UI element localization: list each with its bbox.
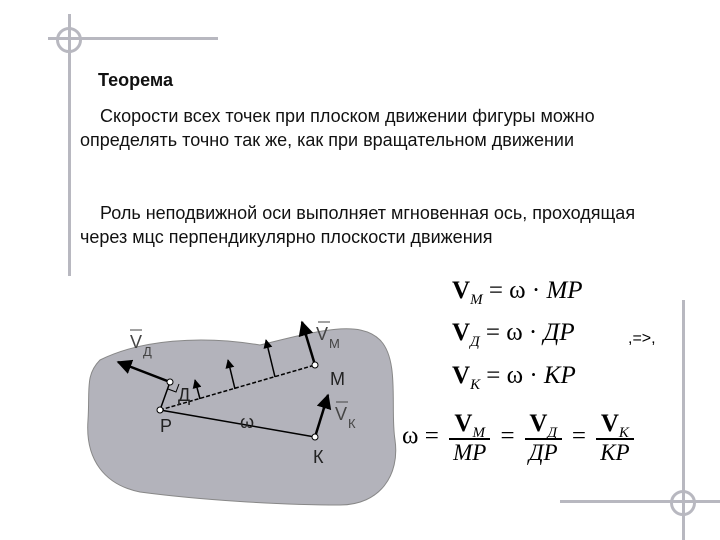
label-vd-sub: Д: [143, 344, 152, 359]
formula-vk: $V_К = \omega$ · КР: [452, 362, 576, 393]
theorem-title: Теорема: [98, 70, 173, 90]
decor-circle-top: [56, 27, 82, 53]
point-k: [312, 434, 318, 440]
decor-horizontal-line-bottom: [560, 500, 720, 503]
label-omega: ω: [240, 412, 255, 432]
label-m: М: [330, 369, 345, 389]
fraction-d: $\frac{V_Д}{ДР}$: [525, 410, 562, 466]
decor-circle-bottom: [670, 490, 696, 516]
label-d: Д: [178, 385, 191, 405]
plane-figure-diagram: [80, 300, 410, 510]
formula-implies: ,=>,: [628, 330, 656, 347]
fraction-m: $\frac{V_М}{МР}$: [449, 410, 490, 466]
label-vk-v: V: [335, 404, 348, 424]
formula-omega: ω = $\frac{V_М}{МР}$ = $\frac{V_Д}{ДР}$ = $\frac{V_К}{КР}$: [402, 410, 638, 466]
point-d: [167, 379, 173, 385]
theorem-paragraph-2: Роль неподвижной оси выполняет мгновенная ось, проходящая через мцс перпендикулярно плоскости движения: [80, 203, 636, 247]
label-vk-sub: К: [348, 416, 356, 431]
label-k: К: [313, 447, 324, 467]
decor-vertical-line-top: [68, 14, 71, 276]
theorem-paragraph-1: Скорости всех точек при плоском движении фигуры можно определять точно так же, как при вращательном движении: [80, 106, 595, 150]
label-vm-sub: М: [329, 336, 340, 351]
point-m: [312, 362, 318, 368]
formula-vm: $V_М = \omega$ · МР: [452, 277, 583, 308]
formula-vd: $V_Д = \omega$ · ДР: [452, 319, 575, 350]
label-p: Р: [160, 416, 173, 436]
fraction-k: $\frac{V_К}{КР}$: [596, 410, 633, 466]
label-vd-v: V: [130, 332, 143, 352]
label-vm-v: V: [316, 324, 329, 344]
point-p: [157, 407, 163, 413]
